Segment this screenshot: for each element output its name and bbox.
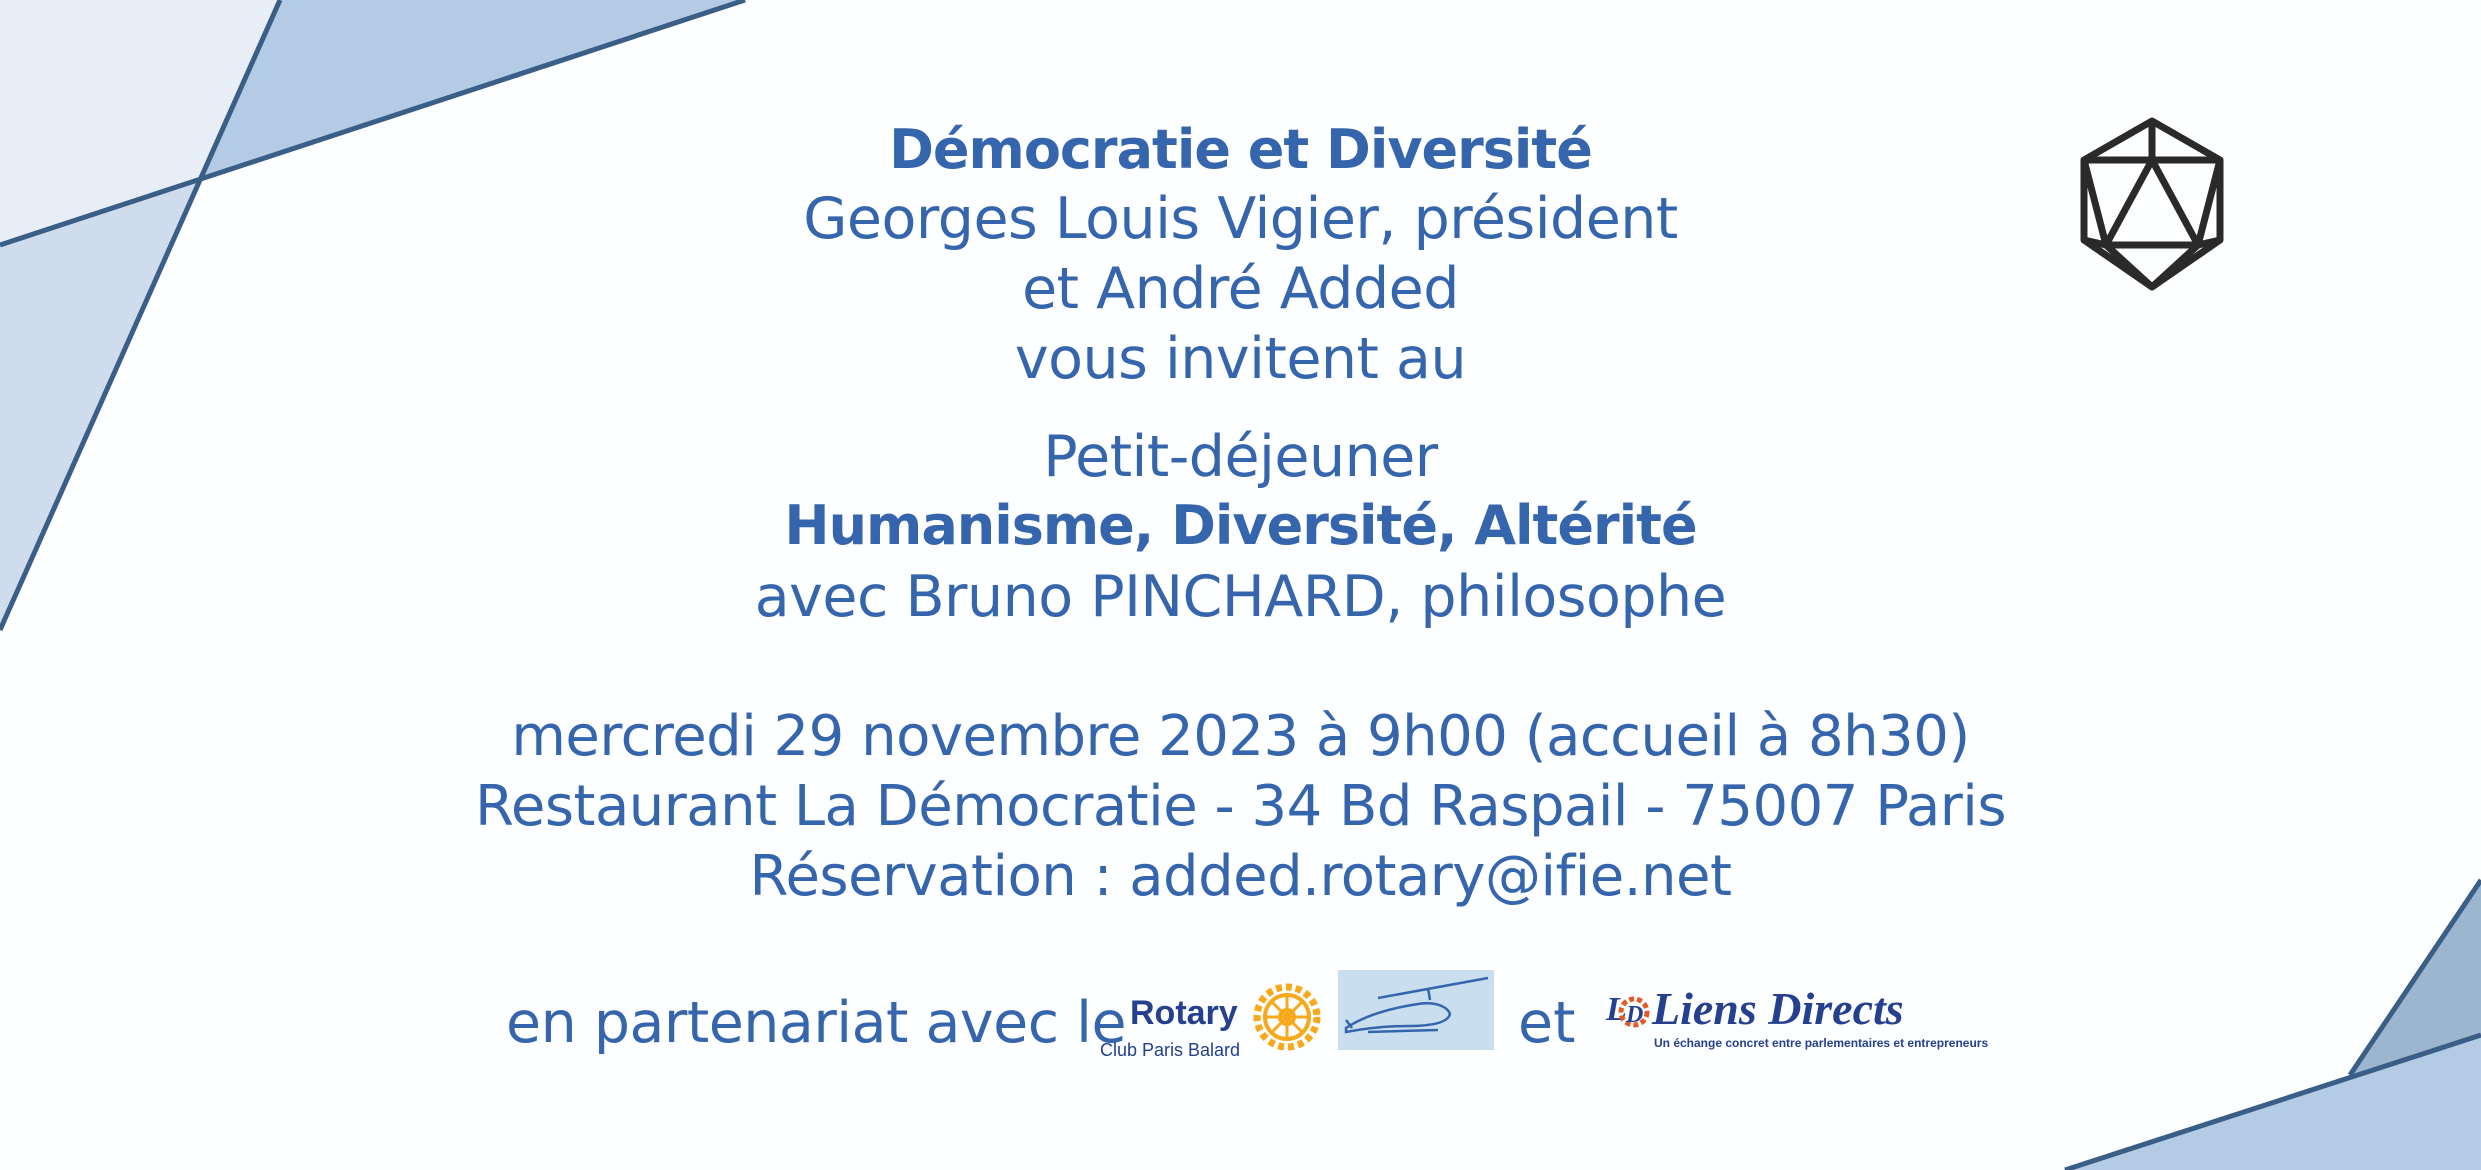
- partners-row: [0, 960, 2481, 1060]
- event-venue: Restaurant La Démocratie - 34 Bd Raspail - 75007 Paris: [474, 774, 2007, 839]
- liens-directs-name: Liens Directs: [1652, 983, 1904, 1034]
- partners-lead-text: en partenariat avec le: [506, 990, 1127, 1056]
- liens-directs-tagline: Un échange concret entre parlementaires et entrepreneurs: [1654, 1036, 1989, 1050]
- svg-text:D: D: [1626, 1002, 1644, 1028]
- event-title: Humanisme, Diversité, Altérité: [784, 494, 1697, 557]
- helicopter-logo: [1338, 970, 1494, 1050]
- helicopter-icon: [1338, 970, 1494, 1050]
- cohost-line: et André Added: [1022, 256, 1459, 322]
- speaker-line: avec Bruno PINCHARD, philosophe: [754, 564, 1727, 630]
- reservation-line: Réservation : added.rotary@ifie.net: [749, 844, 1732, 909]
- rotary-logo: [1100, 970, 1322, 1070]
- host-line: Georges Louis Vigier, président: [803, 186, 1678, 252]
- partners-conjunction: et: [1518, 990, 1576, 1056]
- invite-line: vous invitent au: [1014, 326, 1467, 392]
- event-date: mercredi 29 novembre 2023 à 9h00 (accueil à 8h30): [511, 704, 1970, 769]
- svg-text:L: L: [1606, 991, 1627, 1028]
- event-type: Petit-déjeuner: [1043, 424, 1438, 490]
- rotary-name: Rotary: [1130, 994, 1238, 1032]
- liens-directs-logo: [1604, 982, 2004, 1062]
- rotary-club-name: Club Paris Balard: [1100, 1040, 1241, 1060]
- liens-directs-emblem-icon: [1604, 984, 1650, 1036]
- organization-name: Démocratie et Diversité: [889, 118, 1592, 181]
- rotary-wheel-icon: [1250, 980, 1324, 1054]
